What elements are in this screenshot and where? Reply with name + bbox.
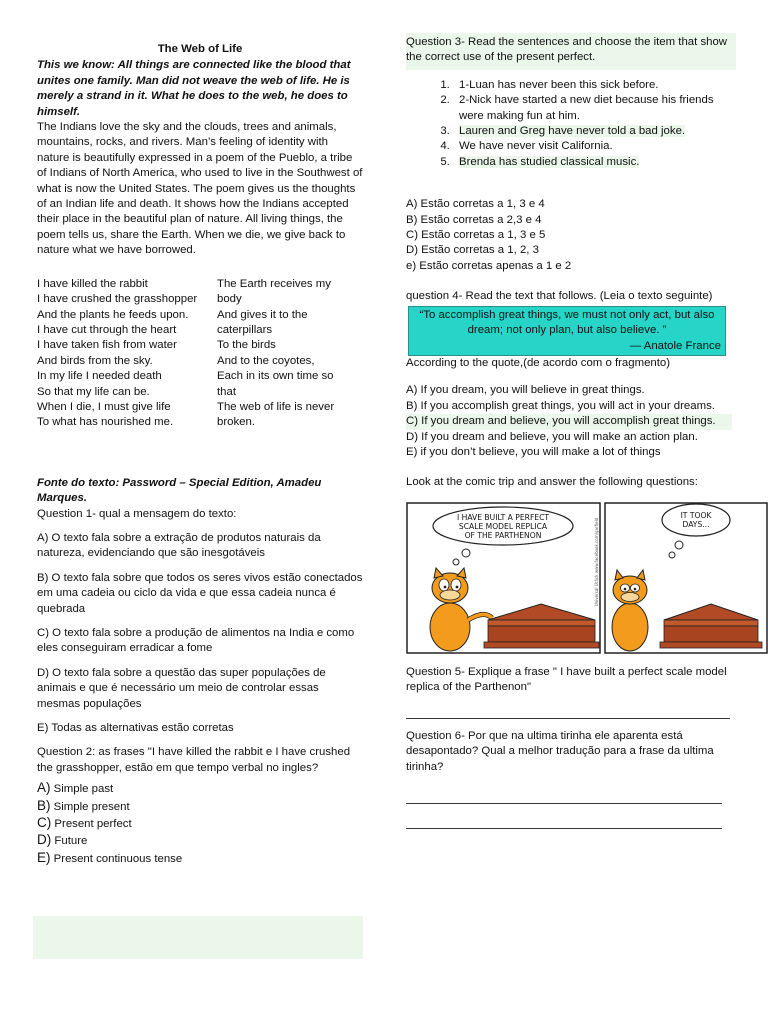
- q2-option-c: C) Present perfect: [37, 815, 132, 831]
- q1-option-d: D) O texto fala sobre a questão das super populações de animais e que é necessário um meio de controlar essas mesmas populações: [37, 666, 326, 710]
- q3-item: 1. 1-Luan has never been this sick before.: [453, 78, 732, 93]
- q3-answer-b: B) Estão corretas a 2,3 e 4: [406, 213, 542, 226]
- q3-answer-d: D) Estão corretas a 1, 2, 3: [406, 244, 539, 257]
- q3-answers: [406, 197, 732, 274]
- right-column: [406, 33, 732, 491]
- bubble1-line: OF THE PARTHENON: [464, 531, 542, 540]
- question-1: Question 1- qual a mensagem do texto:: [37, 507, 237, 520]
- q3-item: 4. We have never visit California.: [453, 139, 732, 154]
- q3-answer-e: e) Estão corretas apenas a 1 e 2: [406, 259, 572, 272]
- q2-option-a: A) Simple past: [37, 780, 114, 796]
- q3-item: 5. Brenda has studied classical music.: [453, 155, 732, 170]
- bubble1-line: SCALE MODEL REPLICA: [458, 522, 548, 531]
- source-note: Fonte do texto: Password – Special Edition, Amadeu Marques.: [37, 476, 322, 505]
- q3-answer-c: C) Estão corretas a 1, 3 e 5: [406, 229, 546, 242]
- q4-option-c: C) If you dream and believe, you will accomplish great things.: [406, 414, 732, 429]
- poem-line: The web of life is never: [217, 400, 335, 413]
- poem-line: I have crushed the grasshopper: [37, 293, 198, 306]
- bubble2-line: IT TOOK: [680, 511, 712, 520]
- poem-line: And birds from the sky.: [37, 354, 153, 367]
- answer-line-q6[interactable]: [406, 814, 722, 829]
- q4-options: [406, 383, 732, 460]
- poem-line: I have cut through the heart: [37, 323, 177, 336]
- q2-option-b: B) Simple present: [37, 797, 130, 813]
- q2-option-e: E) Present continuous tense: [37, 849, 183, 865]
- q1-option-b: B) O texto fala sobre que todos os seres vivos estão conectados em uma cadeia ou ciclo da vida e que essa cadeia nunca é quebrada: [37, 571, 363, 615]
- poem-line: In my life I needed death: [37, 370, 162, 383]
- q1-option-c: C) O texto fala sobre a produção de alimentos na India e como eles conseguiram erradicar a fome: [37, 627, 355, 655]
- poem-line: I have taken fish from water: [37, 339, 177, 352]
- poem-line: The Earth receives my: [217, 277, 331, 290]
- q4-option-e: E) if you don’t believe, you will make a lot of things: [406, 445, 661, 458]
- question-6: Question 6- Por que na ultima tirinha ele aparenta está desapontado? Qual a melhor tradução para a frase da ultima tirinha?: [406, 729, 714, 773]
- poem: [37, 277, 363, 431]
- quote-text: “To accomplish great things, we must not only act, but also dream; not only plan, but also believe. ”: [419, 308, 715, 337]
- q4-option-b: B) If you accomplish great things, you will act in your dreams.: [406, 399, 715, 412]
- q3-item: 3. Lauren and Greg have never told a bad joke.: [453, 124, 732, 139]
- answer-line-q6[interactable]: [406, 789, 722, 804]
- intro-quote: This we know: All things are connected like the blood that unites one family. Man did not weave the web of life. He is merely a strand in it. What he does to the web, he does to himself.: [37, 59, 351, 118]
- poem-line: And gives it to the: [217, 308, 308, 321]
- bubble1-line: I HAVE BUILT A PERFECT: [456, 513, 550, 522]
- garfield-character-2: [612, 570, 648, 651]
- question-4: question 4- Read the text that follows. (Leia o texto seguinte): [406, 290, 713, 303]
- q2-option-d: D) Future: [37, 832, 88, 848]
- comic-strip: [406, 502, 768, 655]
- answer-box[interactable]: [33, 916, 363, 959]
- poem-line: To what has nourished me.: [37, 416, 174, 429]
- poem-column-1: [37, 277, 217, 431]
- poem-line: So that my life can be.: [37, 385, 150, 398]
- q2-options: [37, 780, 363, 867]
- question-5: Question 5- Explique a frase " I have built a perfect scale model replica of the Parthenon": [406, 666, 727, 694]
- poem-line: that: [217, 385, 236, 398]
- q1-option-e: E) Todas as alternativas estão corretas: [37, 722, 234, 735]
- left-column: [37, 42, 363, 867]
- poem-line: body: [217, 293, 242, 306]
- poem-line: To the birds: [217, 339, 276, 352]
- poem-line: And the plants he feeds upon.: [37, 308, 189, 321]
- quote-author: — Anatole France: [629, 339, 721, 352]
- poem-line: broken.: [217, 416, 255, 429]
- intro-paragraph: The Indians love the sky and the clouds, trees and animals, mountains, rocks, and rivers. Man’s feeling of identity with nature is beautifully expressed in a poem of the Pueblo, a tribe of Indians of North America, who used to live in the Southwest of what is now the United States. The poem gives us the thoughts of an Indian life and death. It shows how the Indians accepted their place in the beautiful plan of nature. All living things, the poem tells us, share the Earth. When we die, we give back to nature what we have borrowed.: [37, 121, 363, 257]
- poem-column-2: [217, 277, 357, 431]
- comic-drawing: [406, 502, 768, 655]
- comic-credit: Universal Uclick www.facebook.com/garfield: [594, 517, 599, 607]
- quote-box: [408, 306, 726, 356]
- poem-line: Each in its own time so: [217, 370, 334, 383]
- q3-list: [406, 78, 732, 170]
- q4-option-a: A) If you dream, you will believe in great things.: [406, 384, 645, 397]
- poem-line: When I die, I must give life: [37, 400, 171, 413]
- q1-option-a: A) O texto fala sobre a extração de produtos naturais da natureza, evidenciando que são inesgotáveis: [37, 531, 321, 560]
- poem-line: caterpillars: [217, 323, 273, 336]
- question-3: Question 3- Read the sentences and choose the item that show the correct use of the present perfect.: [406, 33, 736, 70]
- according-text: According to the quote,(de acordo com o fragmento): [406, 356, 671, 369]
- q3-item: 2. 2-Nick have started a new diet because his friends were making fun at him.: [453, 93, 732, 124]
- comic-intro: Look at the comic trip and answer the following questions:: [406, 476, 698, 489]
- page-title: The Web of Life: [157, 43, 243, 55]
- answer-line-q5[interactable]: [406, 704, 730, 719]
- poem-line: And to the coyotes,: [217, 354, 315, 367]
- q4-option-d: D) If you dream and believe, you will make an action plan.: [406, 430, 698, 443]
- bubble2-line: DAYS...: [682, 520, 710, 529]
- q3-answer-a: A) Estão corretas a 1, 3 e 4: [406, 198, 545, 211]
- q5-q6-block: [406, 665, 732, 829]
- poem-line: I have killed the rabbit: [37, 277, 148, 290]
- question-2: Question 2: as frases "I have killed the rabbit e I have crushed the grasshopper, estão em que tempo verbal no ingles?: [37, 746, 351, 774]
